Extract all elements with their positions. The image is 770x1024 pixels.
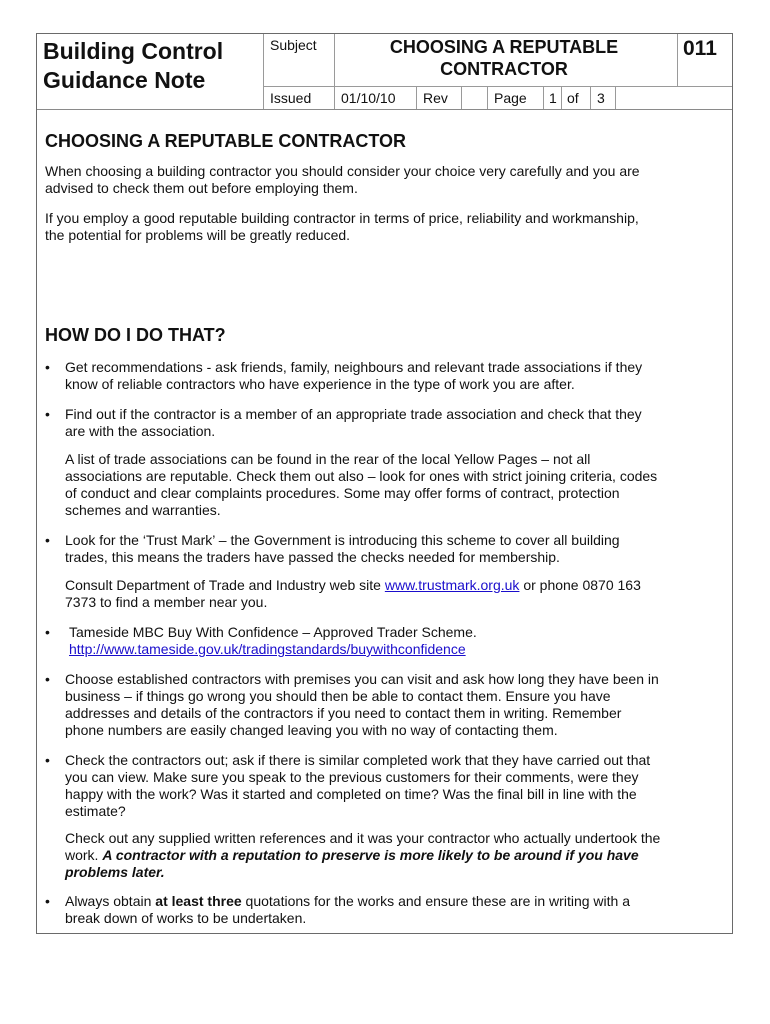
bullet-icon: • (45, 671, 50, 687)
divider (263, 34, 264, 109)
page-label: Page (494, 90, 527, 106)
divider (615, 86, 616, 109)
text-line: schemes and warranties. (65, 502, 221, 518)
text-line: advised to check them out before employing them. (45, 180, 358, 196)
divider (461, 86, 462, 109)
text-line: Look for the ‘Trust Mark’ – the Government is introducing this scheme to cover all building (65, 532, 620, 548)
subject-title (334, 36, 674, 80)
text-line: are with the association. (65, 423, 216, 439)
text-line: A list of trade associations can be found in the rear of the local Yellow Pages – not all (65, 451, 591, 467)
list-item-text (65, 406, 727, 440)
text-line: estimate? (65, 803, 126, 819)
bullet-icon: • (45, 532, 50, 548)
emphasis-text: problems later. (65, 864, 165, 880)
page-of: of (567, 90, 579, 106)
doc-title-line1: Building Control (43, 38, 224, 64)
text-line: business – if things go wrong you should then be able to contact them. Ensure you have (65, 688, 611, 704)
doc-title (43, 37, 223, 95)
subject-title-line2: CONTRACTOR (440, 59, 568, 79)
tameside-link[interactable]: http://www.tameside.gov.uk/tradingstandards/buywithconfidence (69, 641, 466, 657)
text-segment: Consult Department of Trade and Industry web site (65, 577, 385, 593)
divider (561, 86, 562, 109)
issued-date: 01/10/10 (341, 90, 396, 106)
text-line: associations are reputable. Check them out also – look for ones with strict joining criteria, codes (65, 468, 658, 484)
subject-title-line1: CHOOSING A REPUTABLE (389, 37, 619, 57)
text-line: Find out if the contractor is a member of an appropriate trade association and check that they (65, 406, 642, 422)
divider (487, 86, 488, 109)
page-current: 1 (549, 90, 557, 106)
guidance-note-page (36, 33, 733, 934)
header-table (37, 34, 732, 110)
text-segment: Always obtain (65, 893, 156, 909)
intro-paragraph-1 (45, 163, 725, 197)
doc-title-line2: Guidance Note (43, 67, 206, 93)
text-line: happy with the work? Was it started and completed on time? Was the final bill in line with the (65, 786, 637, 802)
list-item-subparagraph (65, 451, 727, 519)
text-line: Check the contractors out; ask if there is similar completed work that they have carried out that (65, 752, 651, 768)
emphasis-text: A contractor with a reputation to preserve is more likely to be around if you have (102, 847, 639, 863)
list-item-subparagraph (65, 830, 727, 881)
text-line: phone numbers are easily changed leaving you with no way of contacting them. (65, 722, 558, 738)
bold-text: at least three (155, 893, 242, 909)
section-heading-choosing: CHOOSING A REPUTABLE CONTRACTOR (45, 131, 407, 151)
text-line: Check out any supplied written references and it was your contractor who actually undertook the (65, 830, 661, 846)
list-item-text (65, 671, 727, 739)
list-item-subparagraph (65, 577, 727, 611)
section-heading-how: HOW DO I DO THAT? (45, 325, 226, 345)
text-line: When choosing a building contractor you should consider your choice very carefully and you are (45, 163, 640, 179)
text-line: Tameside MBC Buy With Confidence – Approved Trader Scheme. (69, 624, 477, 640)
text-line: break down of works to be undertaken. (65, 910, 307, 926)
divider (590, 86, 591, 109)
trustmark-link[interactable]: www.trustmark.org.uk (384, 577, 520, 593)
text-line: the potential for problems will be greatly reduced. (45, 227, 351, 243)
text-segment: or phone 0870 163 (519, 577, 641, 593)
divider (263, 86, 732, 87)
text-segment: work. (65, 847, 103, 863)
list-item-text (69, 624, 731, 658)
list-item-text (65, 893, 727, 927)
divider (416, 86, 417, 109)
text-line: Get recommendations - ask friends, family, neighbours and relevant trade associations if they (65, 359, 643, 375)
list-item-text (65, 359, 727, 393)
text-line: 7373 to find a member near you. (65, 594, 268, 610)
subject-label: Subject (270, 37, 317, 53)
text-line: trades, this means the traders have passed the checks needed for membership. (65, 549, 560, 565)
bullet-icon: • (45, 406, 50, 422)
intro-paragraph-2 (45, 210, 725, 244)
rev-label: Rev (423, 90, 448, 106)
divider (543, 86, 544, 109)
text-line: If you employ a good reputable building contractor in terms of price, reliability and workmanship, (45, 210, 639, 226)
text-line: Choose established contractors with premises you can visit and ask how long they have been in (65, 671, 659, 687)
bullet-icon: • (45, 893, 50, 909)
divider (677, 34, 678, 86)
issued-label: Issued (270, 90, 312, 106)
page-total: 3 (597, 90, 605, 106)
text-line: know of reliable contractors who have experience in the type of work you are after. (65, 376, 575, 392)
bullet-icon: • (45, 752, 50, 768)
text-line: addresses and details of the contractors if you need to contact them in writing. Remember (65, 705, 622, 721)
note-number: 011 (683, 37, 717, 60)
bullet-icon: • (45, 624, 50, 640)
list-item-text (65, 752, 727, 820)
bullet-icon: • (45, 359, 50, 375)
list-item-text (65, 532, 727, 566)
text-line: you can view. Make sure you speak to the previous customers for their comments, were they (65, 769, 639, 785)
text-segment: quotations for the works and ensure these are in writing with a (241, 893, 630, 909)
text-line: of conduct and clear complaints procedures. Some may offer forms of contract, protection (65, 485, 620, 501)
